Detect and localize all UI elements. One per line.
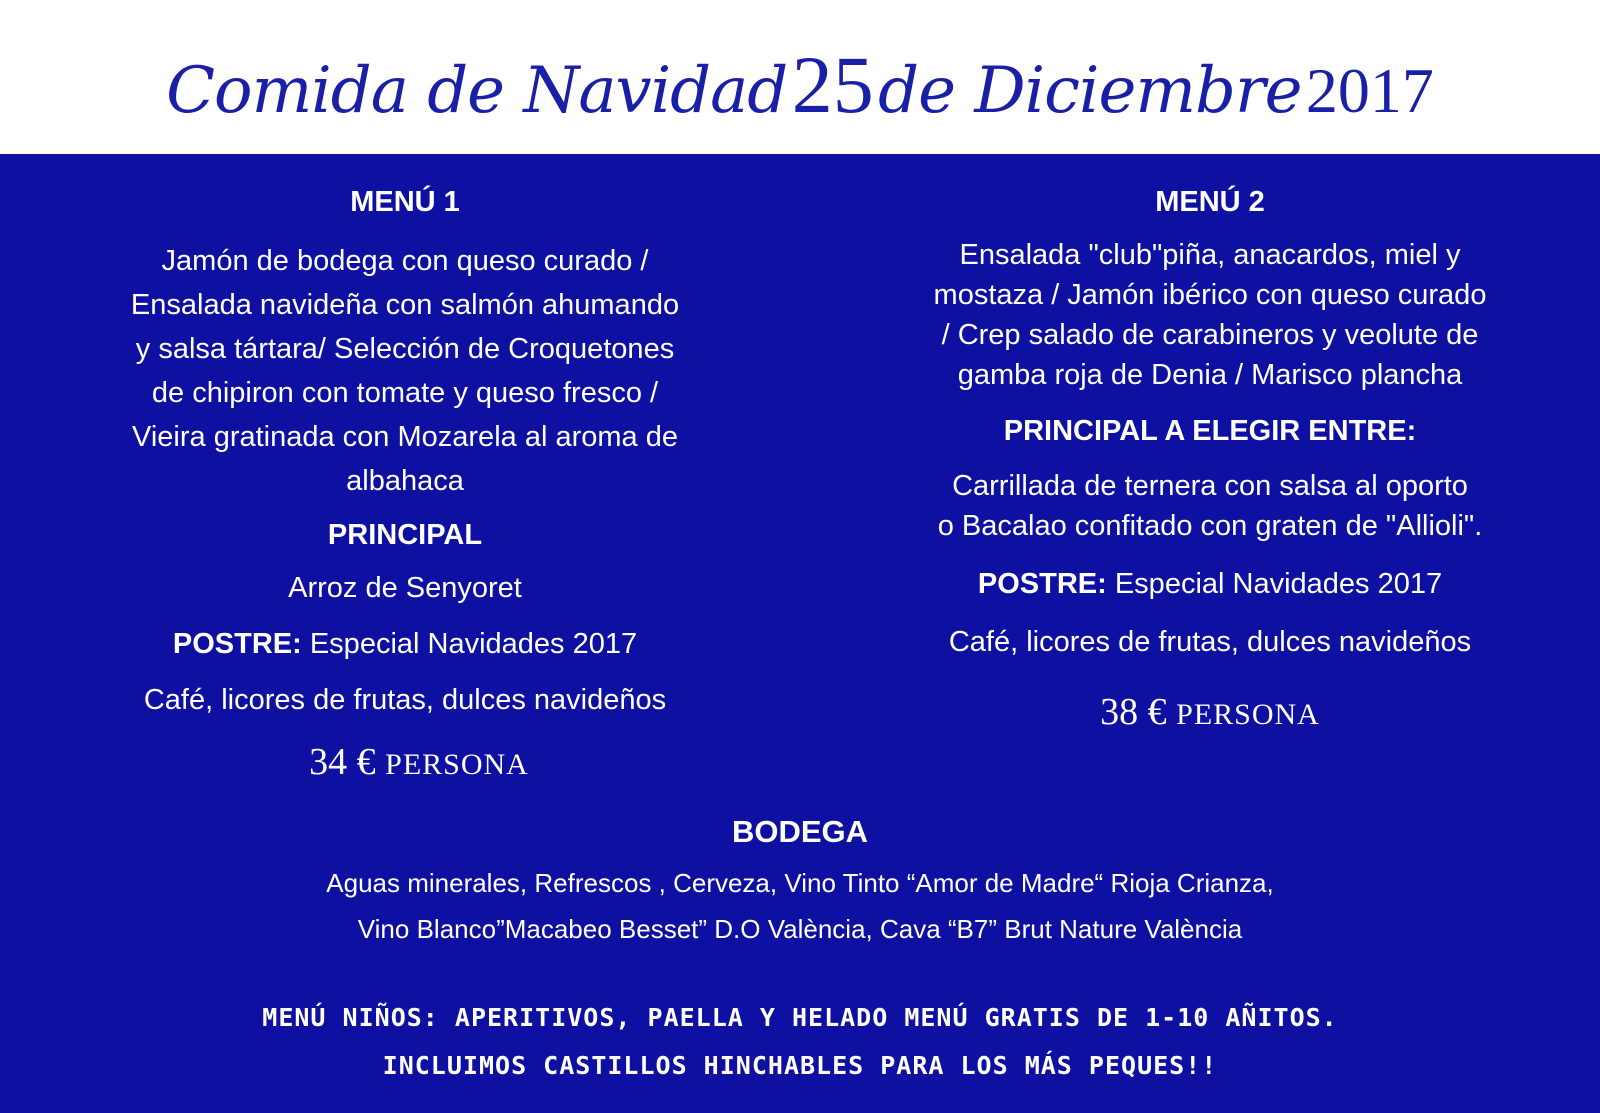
menu2-coffee: Café, licores de frutas, dulces navideños — [948, 626, 1472, 658]
menu2-dessert-label: POSTRE: — [977, 568, 1107, 600]
menu1-price-unit: PERSONA — [385, 748, 529, 781]
menu2-main-line: Carrillada de ternera con salsa al oporto — [952, 470, 1468, 502]
menu1-starter-line: Ensalada navideña con salmón ahumando — [130, 289, 680, 321]
menu1-dessert — [60, 622, 750, 666]
title-day: 25 — [791, 39, 874, 130]
menu2-heading: MENÚ 2 — [1155, 186, 1265, 218]
menu1-starter-line: de chipiron con tomate y queso fresco / — [151, 377, 659, 409]
menu1-main-heading: PRINCIPAL — [327, 519, 483, 551]
menu2-starter-line: gamba roja de Denia / Marisco plancha — [957, 359, 1463, 391]
menu1-starter-line: y salsa tártara/ Selección de Croquetones — [135, 333, 675, 365]
menu2-price-amount: 38 € — [1100, 691, 1167, 733]
kids-menu-line: INCLUIMOS CASTILLOS HINCHABLES PARA LOS MÁS PEQUES!! — [382, 1051, 1218, 1080]
bodega-heading: BODEGA — [731, 814, 869, 849]
title-part2: de Diciembre — [878, 54, 1302, 128]
menu2-dessert — [860, 562, 1560, 606]
menu2-column — [860, 186, 1560, 734]
kids-menu-line: MENÚ NIÑOS: APERITIVOS, PAELLA Y HELADO MENÚ GRATIS DE 1-10 AÑITOS. — [262, 1003, 1338, 1032]
menu2-main-line: o Bacalao confitado con graten de "Allioli". — [937, 510, 1483, 542]
title-year: 2017 — [1305, 55, 1434, 126]
menu1-starter-line: albahaca — [346, 465, 464, 497]
bodega-line: Aguas minerales, Refrescos , Cerveza, Vino Tinto “Amor de Madre“ Rioja Crianza, — [326, 868, 1274, 898]
kids-menu-section — [0, 994, 1600, 1090]
menu1-column — [60, 186, 750, 784]
bodega-section — [0, 814, 1600, 952]
menu2-price-unit: PERSONA — [1176, 698, 1320, 731]
menu2-starter-line: Ensalada "club"piña, anacardos, miel y — [959, 239, 1461, 271]
menu1-heading: MENÚ 1 — [350, 186, 460, 218]
menu2-main-heading: PRINCIPAL A ELEGIR ENTRE: — [1003, 415, 1417, 447]
menu2-starter-line: / Crep salado de carabineros y veolute de — [941, 319, 1479, 351]
menu1-starter-line: Vieira gratinada con Mozarela al aroma de — [132, 421, 678, 453]
page-title — [0, 38, 1600, 132]
header — [0, 0, 1600, 154]
menu2-price — [860, 690, 1560, 734]
menu1-starter-line: Jamón de bodega con queso curado / — [161, 245, 649, 277]
menu1-price-amount: 34 € — [309, 741, 376, 783]
title-part1: Comida de Navidad — [166, 54, 788, 128]
menu1-coffee: Café, licores de frutas, dulces navideños — [143, 684, 667, 716]
menu2-dessert-text: Especial Navidades 2017 — [1114, 568, 1443, 600]
menu1-dessert-text: Especial Navidades 2017 — [309, 628, 638, 660]
menu2-starter-line: mostaza / Jamón ibérico con queso curado — [933, 279, 1487, 311]
menu1-price — [60, 740, 750, 784]
menu1-main: Arroz de Senyoret — [288, 572, 522, 604]
menu1-dessert-label: POSTRE: — [172, 628, 302, 660]
menu-panel — [0, 154, 1600, 1113]
bodega-line: Vino Blanco”Macabeo Besset” D.O València, Cava “B7” Brut Nature València — [357, 914, 1243, 944]
